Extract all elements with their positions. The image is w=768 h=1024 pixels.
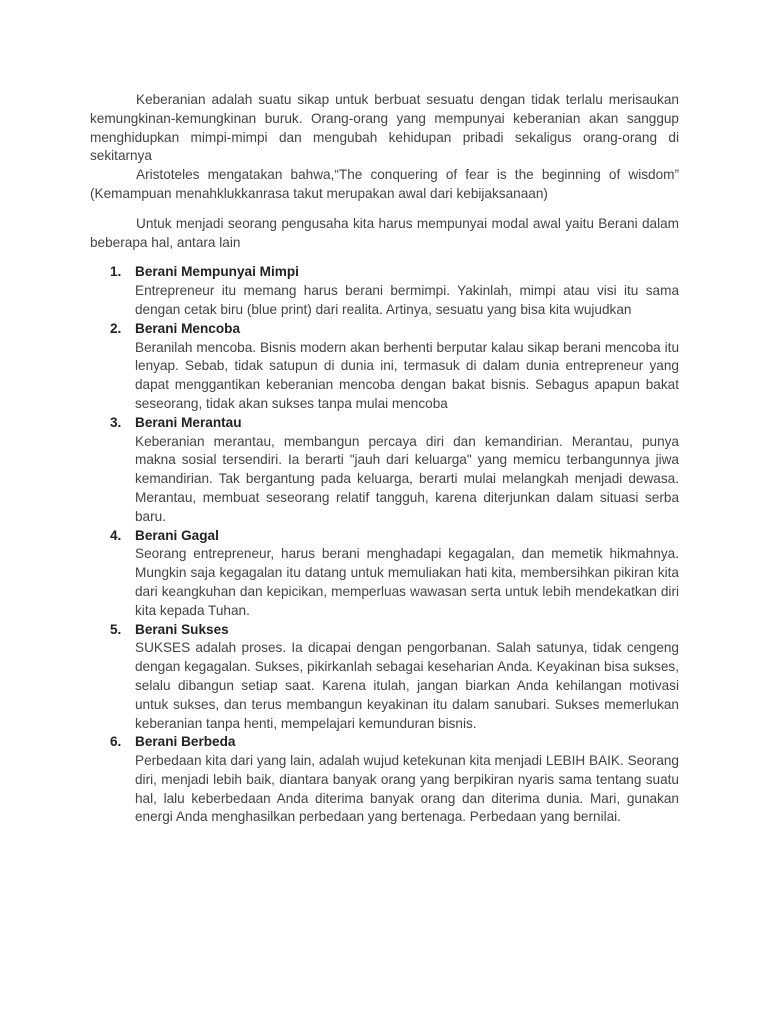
- list-item-title: Berani Mencoba: [135, 320, 240, 336]
- list-item-text: Beranilah mencoba. Bisnis modern akan berhenti berputar kalau sikap berani mencoba itu lenyap. Sebab, tidak satupun di dunia ini, termasuk di dalam dunia entrepreneur yang dapat menggantikan keberanian mencoba dengan bakat bisnis. Sebagus apapun bakat seseorang, tidak akan sukses tanpa mulai mencoba: [135, 339, 679, 411]
- intro-paragraph-courage: Keberanian adalah suatu sikap untuk berbuat sesuatu dengan tidak terlalu merisaukan kemungkinan-kemungkinan buruk. Orang-orang yang mempunyai keberanian akan sanggup menghidupkan mimpi-mimpi dan mengubah kehidupan pribadi sekaligus orang-orang di sekitarnya: [90, 92, 679, 164]
- list-item-title: Berani Sukses: [135, 621, 229, 637]
- list-item: [90, 621, 679, 734]
- list-item: [90, 263, 679, 319]
- list-item: [90, 733, 679, 827]
- list-item-title: Berani Merantau: [135, 414, 242, 430]
- list-item-text: SUKSES adalah proses. Ia dicapai dengan pengorbanan. Salah satunya, tidak cengeng dengan kegagalan. Sukses, pikirkanlah sebagai keseharian Anda. Keyakinan bisa sukses, selalu dibangun setiap saat. Karena itulah, jangan biarkan Anda kehilangan motivasi untuk sukses, dan terus membangun keyakinan itu dalam sanubari. Sukses memerlukan keberanian tanpa henti, mempelajari kemunduran bisnis.: [135, 640, 679, 731]
- list-item-text: Perbedaan kita dari yang lain, adalah wujud ketekunan kita menjadi LEBIH BAIK. Seorang diri, menjadi lebih baik, diantara banyak orang yang berpikiran nyaris sama tentang suatu hal, lalu keberbedaan Anda diterima banyak orang dan diterima dunia. Mari, gunakan energi Anda menghasilkan perbedaan yang bertenaga. Perbedaan yang bernilai.: [135, 753, 679, 825]
- courage-list: [90, 263, 679, 827]
- list-number: 2.: [110, 320, 122, 336]
- list-item: [90, 320, 679, 414]
- document-body: [90, 91, 679, 827]
- intro-paragraph-entrepreneur: Untuk menjadi seorang pengusaha kita harus mempunyai modal awal yaitu Berani dalam beberapa hal, antara lain: [90, 215, 679, 250]
- list-item-title: Berani Mempunyai Mimpi: [135, 264, 299, 280]
- list-number: 3.: [110, 414, 122, 430]
- list-item: [90, 527, 679, 621]
- list-item-title: Berani Berbeda: [135, 734, 236, 750]
- list-item: [90, 414, 679, 527]
- list-number: 6.: [110, 734, 122, 750]
- intro-paragraph-aristotle: Aristoteles mengatakan bahwa,“The conquering of fear is the beginning of wisdom” (Kemampuan menahklukkanrasa takut merupakan awal dari kebijaksanaan): [90, 167, 679, 201]
- list-item-text: Entrepreneur itu memang harus berani bermimpi. Yakinlah, mimpi atau visi itu sama dengan cetak biru (blue print) dari realita. Artinya, sesuatu yang bisa kita wujudkan: [135, 283, 679, 317]
- list-item-title: Berani Gagal: [135, 527, 219, 543]
- list-item-text: Seorang entrepreneur, harus berani menghadapi kegagalan, dan memetik hikmahnya. Mungkin saja kegagalan itu datang untuk memuliakan hati kita, membersihkan pikiran kita dari keangkuhan dan kepicikan, memperluas wawasan serta untuk lebih mendekatkan diri kita kepada Tuhan.: [135, 546, 679, 618]
- list-item-text: Keberanian merantau, membangun percaya diri dan kemandirian. Merantau, punya makna sosial tersendiri. Ia berarti "jauh dari keluarga" yang memicu terbangunnya jiwa kemandirian. Tak bergantung pada keluarga, berarti mulai melangkah menjadi dewasa. Merantau, membuat seseorang relatif tangguh, karena diterjunkan dalam situasi serba baru.: [135, 433, 679, 524]
- list-number: 1.: [110, 264, 122, 280]
- list-number: 5.: [110, 621, 122, 637]
- list-number: 4.: [110, 527, 122, 543]
